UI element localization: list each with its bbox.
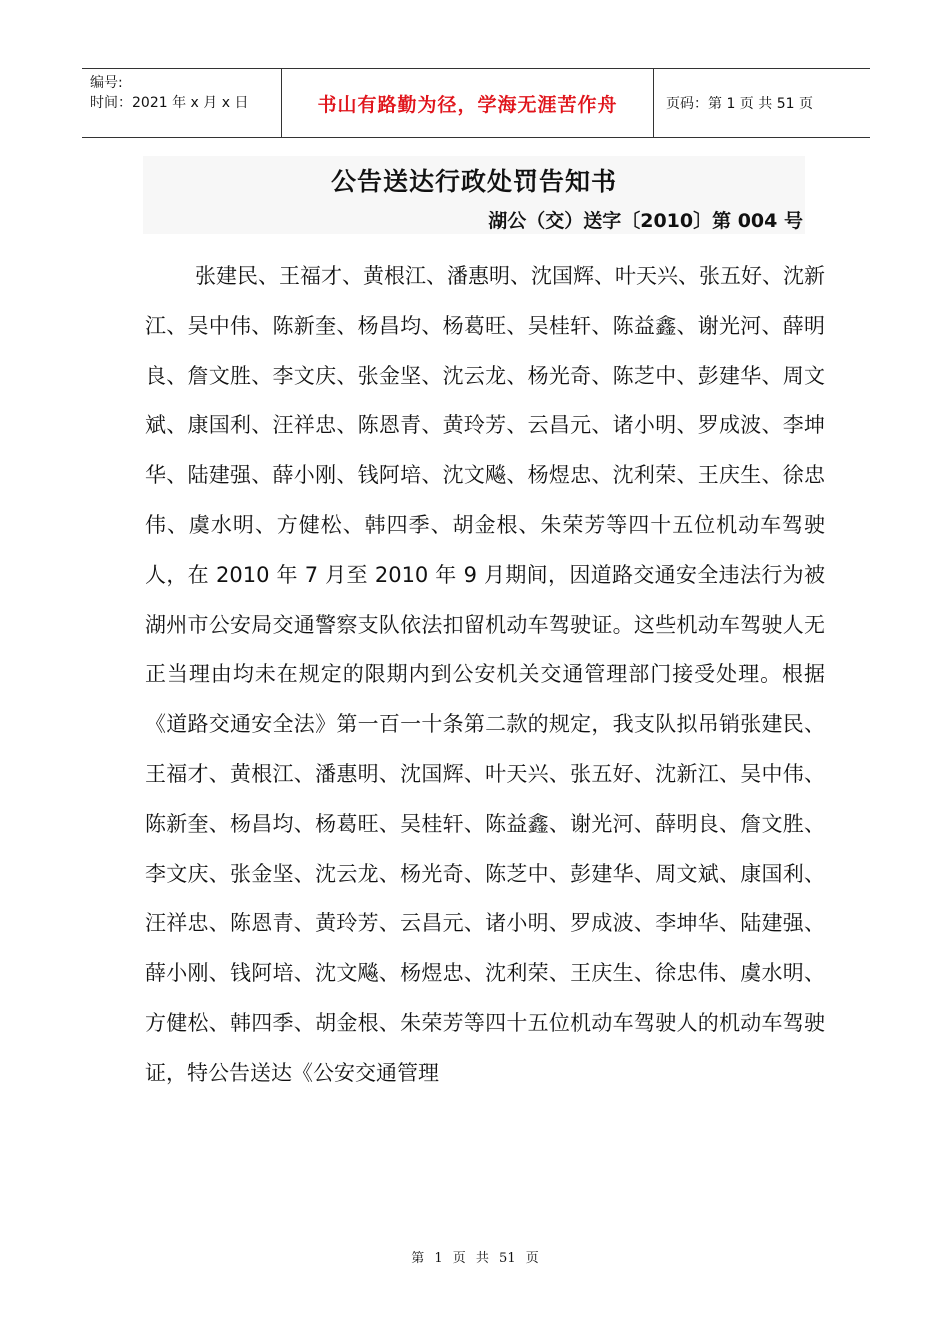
document-body [145,252,825,1099]
header-motto: 书山有路勤为径，学海无涯苦作舟 [282,69,654,137]
title-block [143,156,805,234]
body-paragraph: 张建民、王福才、黄根江、潘惠明、沈国辉、叶天兴、张五好、沈新江、吴中伟、陈新奎、杨昌均、杨葛旺、吴桂轩、陈益鑫、谢光河、薛明良、詹文胜、李文庆、张金坚、沈云龙、杨光奇、陈芝中、彭建华、周文斌、康国利、汪祥忠、陈恩青、黄玲芳、云昌元、诸小明、罗成波、李坤华、陆建强、薛小刚、钱阿培、沈文飚、杨煜忠、沈利荣、王庆生、徐忠伟、虞水明、方健松、韩四季、胡金根、朱荣芳等四十五位机动车驾驶人，在 2010 年 7 月至 2010 年 9 月期间，因道路交通安全违法行为被湖州市公安局交通警察支队依法扣留机动车驾驶证。这些机动车驾驶人无正当理由均未在规定的限期内到公安机关交通管理部门接受处理。根据《道路交通安全法》第一百一十条第二款的规定，我支队拟吊销张建民、王福才、黄根江、潘惠明、沈国辉、叶天兴、张五好、沈新江、吴中伟、陈新奎、杨昌均、杨葛旺、吴桂轩、陈益鑫、谢光河、薛明良、詹文胜、李文庆、张金坚、沈云龙、杨光奇、陈芝中、彭建华、周文斌、康国利、汪祥忠、陈恩青、黄玲芳、云昌元、诸小明、罗成波、李坤华、陆建强、薛小刚、钱阿培、沈文飚、杨煜忠、沈利荣、王庆生、徐忠伟、虞水明、方健松、韩四季、胡金根、朱荣芳等四十五位机动车驾驶人的机动车驾驶证，特公告送达《公安交通管理 [145,264,825,1085]
date-label: 时间：2021 年 x 月 x 日 [90,95,249,111]
document-title: 公告送达行政处罚告知书 [330,167,617,196]
page-footer: 第 1 页 共 51 页 [411,1251,539,1266]
serial-label: 编号: [90,75,123,91]
page-header [82,68,870,138]
header-meta [82,69,282,137]
document-number: 湖公（交）送字〔2010〕第 004 号 [488,210,803,232]
header-page-info: 页码：第 1 页 共 51 页 [666,96,813,112]
